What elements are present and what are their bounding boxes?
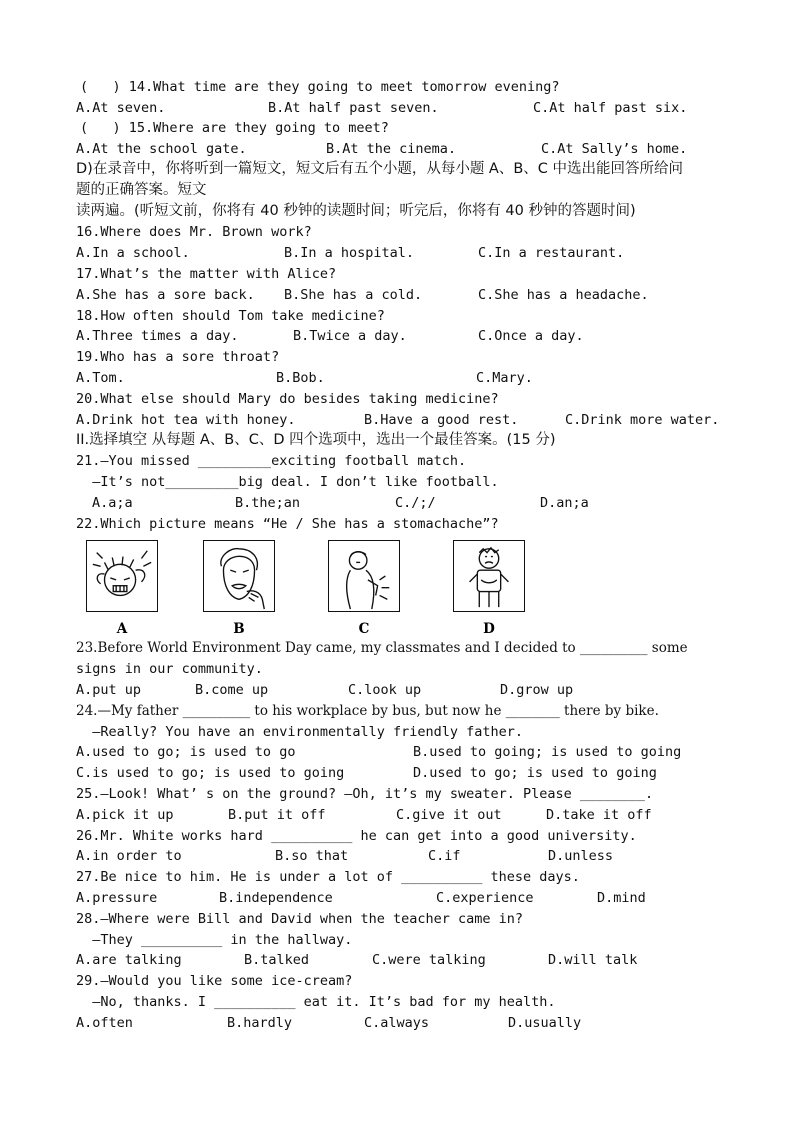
q29-option-c: C.always xyxy=(364,1015,430,1031)
q23-line1: 23.Before World Environment Day came, my classmates and I decided to __________ some xyxy=(76,640,688,656)
q18-option-c: C.Once a day. xyxy=(478,328,584,344)
q18-option-a: A.Three times a day. xyxy=(76,328,239,344)
q19-option-a: A.Tom. xyxy=(76,370,125,386)
q23-option-a: A.put up xyxy=(76,682,142,698)
q26-option-c: C.if xyxy=(428,848,461,864)
q17-option-a: A.She has a sore back. xyxy=(76,287,255,303)
q14-option-b: B.At half past seven. xyxy=(268,100,439,116)
q21-option-c: C./;/ xyxy=(395,495,436,511)
q24-option-c: C.is used to go; is used to going xyxy=(76,765,345,781)
q16-option-c: C.In a restaurant. xyxy=(478,245,625,261)
q27-stem: 27.Be nice to him. He is under a lot of __________ these days. xyxy=(76,869,580,885)
q20-stem: 20.What else should Mary do besides taking medicine? xyxy=(76,391,499,407)
q18-stem: 18.How often should Tom take medicine? xyxy=(76,308,385,324)
q27-option-d: D.mind xyxy=(597,890,646,906)
q29-line1: 29.—Would you like some ice-cream? xyxy=(76,973,353,989)
q17-stem: 17.What’s the matter with Alice? xyxy=(76,266,337,282)
picture-a-headache xyxy=(86,540,158,612)
q20-option-b: B.Have a good rest. xyxy=(364,412,519,428)
section-d-instruction-line1: D)在录音中，你将听到一篇短文，短文后有五个小题，从每小题 A、B、C 中选出能回答所给问 xyxy=(76,161,684,177)
q24-option-b: B.used to going; is used to going xyxy=(413,744,682,760)
section-d-instruction-line2: 题的正确答案。短文 xyxy=(76,182,207,198)
q28-option-c: C.were talking xyxy=(372,952,486,968)
q15-option-a: A.At the school gate. xyxy=(76,141,247,157)
q25-option-b: B.put it off xyxy=(228,807,326,823)
q29-line2: —No, thanks. I __________ eat it. It’s bad for my health. xyxy=(76,994,556,1010)
q24-line2: —Really? You have an environmentally friendly father. xyxy=(76,724,524,740)
q15-option-b: B.At the cinema. xyxy=(326,141,457,157)
q27-option-c: C.experience xyxy=(436,890,534,906)
q21-option-d: D.an;a xyxy=(540,495,589,511)
picture-b-toothache xyxy=(203,540,275,612)
q15-option-c: C.At Sally’s home. xyxy=(541,141,688,157)
q21-line1: 21.—You missed _________exciting football match. xyxy=(76,453,467,469)
q29-option-b: B.hardly xyxy=(227,1015,293,1031)
q20-option-c: C.Drink more water. xyxy=(565,412,720,428)
picture-label-d: D xyxy=(483,621,495,637)
q25-option-d: D.take it off xyxy=(546,807,652,823)
q26-option-d: D.unless xyxy=(548,848,614,864)
q21-option-b: B.the;an xyxy=(235,495,301,511)
stomachache-illustration xyxy=(454,541,524,611)
q24-option-d: D.used to go; is used to going xyxy=(413,765,657,781)
section-ii-title: II.选择填空 从每题 A、B、C、D 四个选项中，选出一个最佳答案。(15 分) xyxy=(76,432,556,448)
q16-option-b: B.In a hospital. xyxy=(284,245,415,261)
q19-option-c: C.Mary. xyxy=(476,370,533,386)
headache-illustration xyxy=(87,541,157,611)
q22-stem: 22.Which picture means “He / She has a stomachache”? xyxy=(76,516,499,532)
q28-option-d: D.will talk xyxy=(548,952,638,968)
picture-label-a: A xyxy=(116,621,128,637)
q17-option-b: B.She has a cold. xyxy=(284,287,423,303)
picture-label-c: C xyxy=(358,621,370,637)
section-d-instruction-line3: 读两遍。(听短文前，你将有 40 秒钟的读题时间；听完后，你将有 40 秒钟的答题时间) xyxy=(76,203,636,219)
q15-stem: ( ) 15.Where are they going to meet? xyxy=(80,120,389,136)
q14-option-a: A.At seven. xyxy=(76,100,166,116)
q26-option-b: B.so that xyxy=(275,848,349,864)
q14-stem: ( ) 14.What time are they going to meet tomorrow evening? xyxy=(80,79,560,95)
q28-line1: 28.—Where were Bill and David when the teacher came in? xyxy=(76,911,524,927)
sore-back-illustration xyxy=(329,541,399,611)
q16-stem: 16.Where does Mr. Brown work? xyxy=(76,224,312,240)
q28-option-a: A.are talking xyxy=(76,952,182,968)
q28-line2: —They __________ in the hallway. xyxy=(76,932,353,948)
q25-option-a: A.pick it up xyxy=(76,807,174,823)
q29-option-a: A.often xyxy=(76,1015,133,1031)
q24-line1: 24.—My father __________ to his workplace by bus, but now he ________ there by bike. xyxy=(76,703,659,719)
q19-stem: 19.Who has a sore throat? xyxy=(76,349,280,365)
q25-stem: 25.—Look! What’ s on the ground? —Oh, it’s my sweater. Please ________. xyxy=(76,786,654,802)
q17-option-c: C.She has a headache. xyxy=(478,287,649,303)
q23-option-c: C.look up xyxy=(348,682,422,698)
q23-line2: signs in our community. xyxy=(76,661,263,677)
picture-d-stomachache xyxy=(453,540,525,612)
q23-option-b: B.come up xyxy=(195,682,269,698)
q27-option-a: A.pressure xyxy=(76,890,158,906)
q19-option-b: B.Bob. xyxy=(276,370,325,386)
picture-label-b: B xyxy=(233,621,245,637)
q29-option-d: D.usually xyxy=(508,1015,582,1031)
q23-option-d: D.grow up xyxy=(500,682,574,698)
q27-option-b: B.independence xyxy=(219,890,333,906)
q26-option-a: A.in order to xyxy=(76,848,182,864)
q26-stem: 26.Mr. White works hard __________ he can get into a good university. xyxy=(76,828,637,844)
q28-option-b: B.talked xyxy=(244,952,310,968)
q16-option-a: A.In a school. xyxy=(76,245,190,261)
q25-option-c: C.give it out xyxy=(396,807,502,823)
q24-option-a: A.used to go; is used to go xyxy=(76,744,296,760)
picture-c-sore-back xyxy=(328,540,400,612)
toothache-illustration xyxy=(204,541,274,611)
q21-option-a: A.a;a xyxy=(92,495,133,511)
q18-option-b: B.Twice a day. xyxy=(293,328,407,344)
q20-option-a: A.Drink hot tea with honey. xyxy=(76,412,296,428)
q14-option-c: C.At half past six. xyxy=(533,100,688,116)
q21-line2: —It’s not_________big deal. I don’t like football. xyxy=(76,474,499,490)
